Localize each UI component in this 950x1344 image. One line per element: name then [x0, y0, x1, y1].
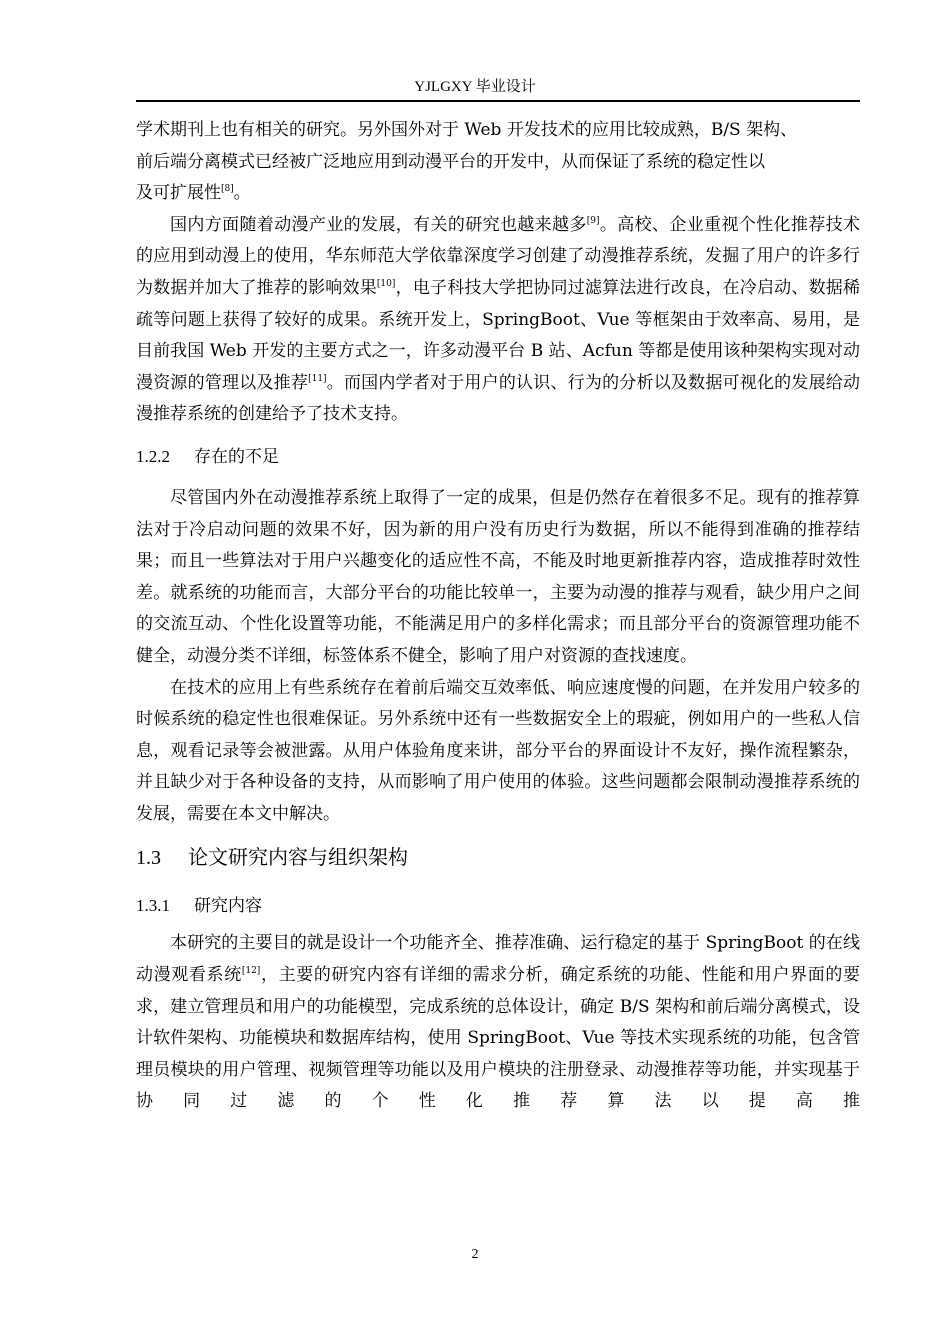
paragraph-research-content: [136, 928, 860, 1118]
text-fragment: ，主要的研究内容有详细的需求分析，确定系统的功能、性能和用户界面的要求，建立管理员和用户的功能模型，完成系统的总体设计，确定 B/S 架构和前后端分离模式，设计软件架构、功能模块和数据库结构，使用 SpringBoot、Vue 等技术实现系统的功能，包含管理员模块的用户管理、视频管理等功能以及用户模块的注册登录、动漫推荐等功能，并实现基于协同过滤的个性化推荐算法以提高推: [136, 965, 860, 1112]
citation: [12]: [241, 966, 261, 977]
text-fragment: 。: [233, 183, 251, 204]
heading-number: 1.3: [136, 847, 161, 870]
text-fragment: 。高校、企业重视个性化推荐技术的应用到动漫上的使用，华东师范大学依靠深度学习创建了动漫推荐系统，发掘了用户的许多行为数据并加大了推荐的影响效果: [136, 214, 861, 298]
text-fragment: ，电子科技大学把协同过滤算法进行改良，在冷启动、数据稀疏等问题上获得了较好的成果。系统开发上，SpringBoot、Vue 等框架由于效率高、易用，是目前我国 Web 开发的主要方式之一，许多动漫平台 B 站、Acfun 等都是使用该种架构实现对动漫资源的管理以及推荐: [136, 277, 861, 393]
text-line: 学术期刊上也有相关的研究。另外国外对于 Web 开发技术的应用比较成熟，B/S 架构、: [136, 120, 798, 140]
body-text: [136, 115, 860, 1118]
section-heading-1-3: [136, 830, 860, 884]
page-number: 2: [471, 1247, 479, 1262]
text-fragment: 本研究的主要目的就是设计一个功能齐全、推荐准确、运行稳定的基于 SpringBoot 的在线动漫观看系统: [136, 933, 860, 986]
citation: [10]: [376, 278, 396, 289]
paragraph-shortcomings: 尽管国内外在动漫推荐系统上取得了一定的成果，但是仍然存在着很多不足。现有的推荐算法对于冷启动问题的效果不好，因为新的用户没有历史行为数据，所以不能得到准确的推荐结果；而且一些算法对于用户兴趣变化的适应性不高，不能及时地更新推荐内容，造成推荐时效性差。就系统的功能而言，大部分平台的功能比较单一，主要为动漫的推荐与观看，缺少用户之间的交流互动、个性化设置等功能，不能满足用户的多样化需求；而且部分平台的资源管理功能不健全，动漫分类不详细，标签体系不健全，影响了用户对资源的查找速度。: [136, 487, 860, 666]
subsection-heading-1-2-2: [136, 431, 860, 483]
citation: [11]: [308, 373, 327, 384]
paragraph-continued: [136, 115, 860, 210]
text-fragment: 国内方面随着动漫产业的发展，有关的研究也越来越多: [170, 214, 587, 235]
heading-title: 存在的不足: [194, 446, 279, 467]
text-line: 及可扩展性: [136, 183, 221, 204]
heading-number: 1.3.1: [136, 896, 170, 916]
heading-number: 1.2.2: [136, 446, 170, 466]
heading-title: 论文研究内容与组织架构: [188, 845, 408, 870]
citation: [8]: [221, 184, 234, 195]
paragraph-domestic-research: [136, 210, 860, 431]
header-rule: [136, 100, 860, 102]
running-header: YJLGXY 毕业设计: [414, 79, 536, 95]
text-fragment: 。而国内学者对于用户的认识、行为的分析以及数据可视化的发展给动漫推荐系统的创建给予了技术支持。: [136, 372, 860, 425]
text-line: 前后端分离模式已经被广泛地应用到动漫平台的开发中，从而保证了系统的稳定性以: [136, 151, 765, 172]
subsection-heading-1-3-1: [136, 884, 860, 928]
heading-title: 研究内容: [194, 896, 262, 917]
paragraph-technical-issues: 在技术的应用上有些系统存在着前后端交互效率低、响应速度慢的问题，在并发用户较多的时候系统的稳定性也很难保证。另外系统中还有一些数据安全上的瑕疵，例如用户的一些私人信息，观看记录等会被泄露。从用户体验角度来讲，部分平台的界面设计不友好，操作流程繁杂，并且缺少对于各种设备的支持，从而影响了用户使用的体验。这些问题都会限制动漫推荐系统的发展，需要在本文中解决。: [136, 677, 860, 824]
citation: [9]: [586, 215, 600, 226]
